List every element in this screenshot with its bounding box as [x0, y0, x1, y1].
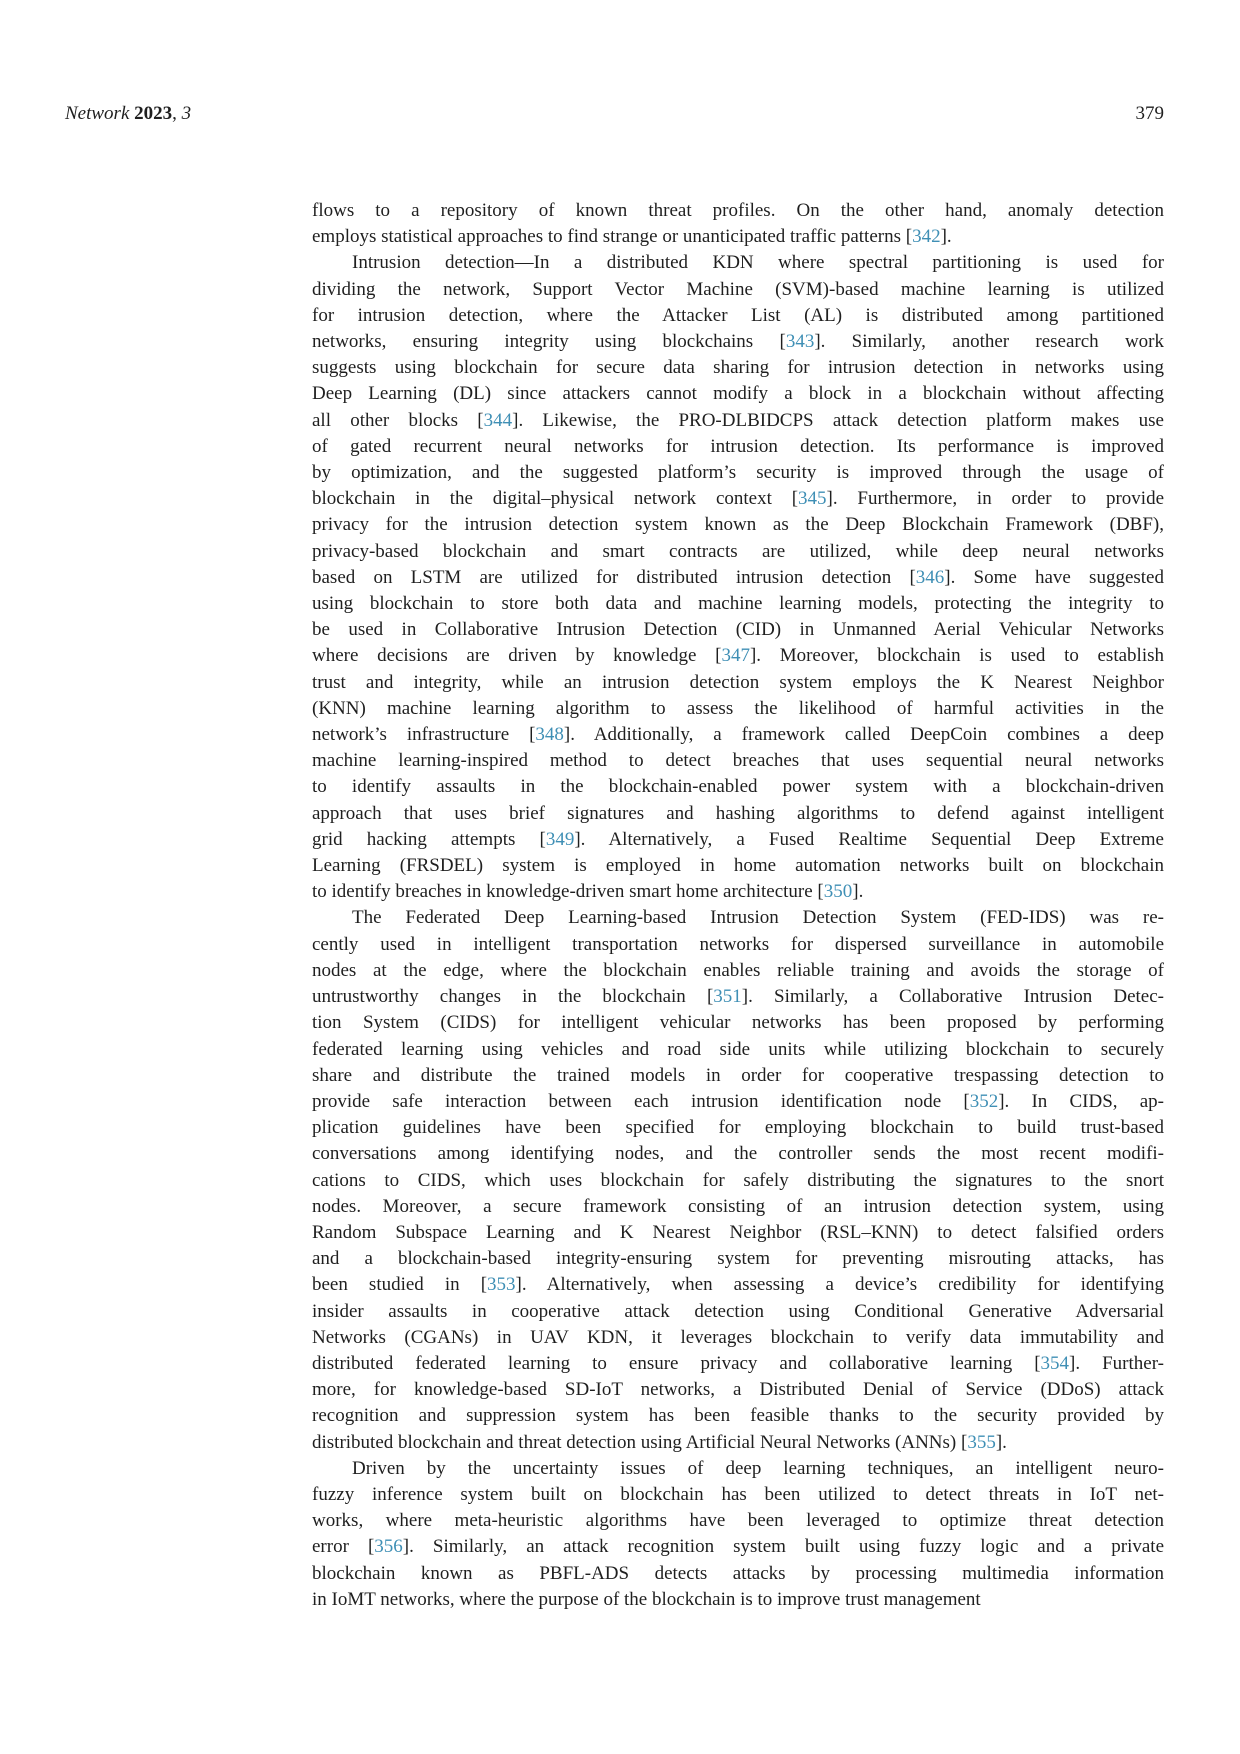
journal-year: 2023	[134, 103, 173, 124]
citation-link[interactable]: 348	[535, 724, 564, 746]
text-line: conversations among identifying nodes, and the controller sends the most recent modifi-	[312, 1143, 1164, 1165]
running-header	[65, 103, 1164, 125]
paragraph	[312, 198, 1164, 250]
text-line: distributed federated learning to ensure privacy and collaborative learning [354]. Further-	[312, 1352, 1164, 1374]
text-line: distributed blockchain and threat detection using Artificial Neural Networks (ANNs) [355].	[312, 1431, 1007, 1453]
journal-separator: ,	[172, 103, 182, 124]
citation-link[interactable]: 355	[967, 1431, 996, 1453]
text-line: cations to CIDS, which uses blockchain for safely distributing the signatures to the snort	[312, 1169, 1164, 1191]
text-line: more, for knowledge-based SD-IoT networks, a Distributed Denial of Service (DDoS) attack	[312, 1379, 1164, 1401]
text-line: and a blockchain-based integrity-ensuring system for preventing misrouting attacks, has	[312, 1248, 1164, 1270]
text-line: Driven by the uncertainty issues of deep learning techniques, an intelligent neuro-	[352, 1457, 1164, 1479]
citation-link[interactable]: 344	[483, 409, 513, 431]
text-line: Learning (FRSDEL) system is employed in home automation networks built on blockchain	[312, 855, 1164, 877]
journal-citation	[65, 103, 191, 125]
citation-link[interactable]: 351	[713, 986, 742, 1008]
citation-link[interactable]: 347	[721, 645, 750, 667]
text-line: works, where meta-heuristic algorithms have been leveraged to optimize threat detection	[312, 1510, 1164, 1532]
text-line: federated learning using vehicles and road side units while utilizing blockchain to securely	[312, 1038, 1164, 1060]
text-line: all other blocks [344]. Likewise, the PRO-DLBIDCPS attack detection platform makes use	[312, 409, 1164, 431]
text-line: by optimization, and the suggested platform’s security is improved through the usage of	[312, 462, 1164, 484]
text-line: network’s infrastructure [348]. Additionally, a framework called DeepCoin combines a deep	[312, 724, 1164, 746]
text-line: Intrusion detection—In a distributed KDN where spectral partitioning is used for	[352, 252, 1164, 274]
text-line: employs statistical approaches to find strange or unanticipated traffic patterns [342].	[312, 226, 952, 248]
text-line: be used in Collaborative Intrusion Detection (CID) in Unmanned Aerial Vehicular Networks	[312, 619, 1164, 641]
paragraph	[312, 1456, 1164, 1613]
text-line: tion System (CIDS) for intelligent vehicular networks has been proposed by performing	[312, 1012, 1164, 1034]
text-line: share and distribute the trained models in order for cooperative trespassing detection to	[312, 1064, 1164, 1086]
citation-link[interactable]: 353	[487, 1274, 516, 1296]
text-line: (KNN) machine learning algorithm to assess the likelihood of harmful activities in the	[312, 697, 1164, 719]
text-line: Networks (CGANs) in UAV KDN, it leverages blockchain to verify data immutability and	[312, 1326, 1164, 1348]
journal-volume: 3	[181, 103, 192, 124]
text-line: suggests using blockchain for secure data sharing for intrusion detection in networks using	[312, 357, 1164, 379]
text-line: been studied in [353]. Alternatively, when assessing a device’s credibility for identifying	[312, 1274, 1164, 1296]
text-line: based on LSTM are utilized for distributed intrusion detection [346]. Some have suggested	[312, 566, 1164, 588]
text-line: plication guidelines have been specified for employing blockchain to build trust-based	[312, 1117, 1164, 1139]
citation-link[interactable]: 345	[798, 488, 827, 510]
paragraph	[312, 905, 1164, 1455]
text-line: to identify assaults in the blockchain-enabled power system with a blockchain-driven	[312, 776, 1164, 798]
text-line: machine learning-inspired method to detect breaches that uses sequential neural networks	[312, 750, 1164, 772]
text-line: for intrusion detection, where the Attacker List (AL) is distributed among partitioned	[312, 304, 1164, 326]
journal-name: Network	[65, 103, 130, 124]
text-line: grid hacking attempts [349]. Alternatively, a Fused Realtime Sequential Deep Extreme	[312, 828, 1164, 850]
text-line: to identify breaches in knowledge-driven smart home architecture [350].	[312, 881, 864, 903]
text-line: provide safe interaction between each intrusion identification node [352]. In CIDS, ap-	[312, 1090, 1164, 1112]
citation-link[interactable]: 343	[785, 331, 815, 353]
text-line: trust and integrity, while an intrusion detection system employs the K Nearest Neighbor	[312, 671, 1164, 693]
text-line: where decisions are driven by knowledge [347]. Moreover, blockchain is used to establish	[312, 645, 1164, 667]
text-line: blockchain in the digital–physical network context [345]. Furthermore, in order to provide	[312, 488, 1165, 510]
citation-link[interactable]: 342	[912, 226, 941, 248]
text-line: Deep Learning (DL) since attackers cannot modify a block in a blockchain without affecting	[312, 383, 1164, 405]
text-line: networks, ensuring integrity using blockchains [343]. Similarly, another research work	[312, 331, 1164, 353]
text-line: privacy for the intrusion detection system known as the Deep Blockchain Framework (DBF),	[312, 514, 1164, 536]
text-line: nodes at the edge, where the blockchain enables reliable training and avoids the storage of	[312, 959, 1164, 981]
citation-link[interactable]: 352	[969, 1090, 999, 1112]
text-line: error [356]. Similarly, an attack recognition system built using fuzzy logic and a private	[312, 1536, 1164, 1558]
text-line: using blockchain to store both data and machine learning models, protecting the integrity to	[312, 593, 1164, 615]
page-body	[312, 198, 1164, 1613]
text-line: dividing the network, Support Vector Machine (SVM)-based machine learning is utilized	[312, 278, 1164, 300]
text-line: The Federated Deep Learning-based Intrusion Detection System (FED-IDS) was re-	[352, 907, 1164, 929]
text-line: in IoMT networks, where the purpose of the blockchain is to improve trust management	[312, 1588, 981, 1610]
page-number: 379	[1135, 103, 1164, 124]
text-line: insider assaults in cooperative attack detection using Conditional Generative Adversarial	[312, 1300, 1164, 1322]
citation-link[interactable]: 356	[374, 1536, 403, 1558]
text-line: flows to a repository of known threat profiles. On the other hand, anomaly detection	[312, 200, 1164, 221]
text-line: untrustworthy changes in the blockchain [351]. Similarly, a Collaborative Intrusion Detec-	[312, 986, 1164, 1008]
text-line: privacy-based blockchain and smart contracts are utilized, while deep neural networks	[312, 540, 1164, 562]
text-line: of gated recurrent neural networks for intrusion detection. Its performance is improved	[312, 435, 1164, 457]
citation-link[interactable]: 354	[1040, 1352, 1070, 1374]
citation-link[interactable]: 350	[823, 881, 853, 903]
text-line: recognition and suppression system has been feasible thanks to the security provided by	[312, 1405, 1164, 1427]
paragraph	[312, 250, 1164, 905]
text-line: blockchain known as PBFL-ADS detects attacks by processing multimedia information	[312, 1562, 1164, 1584]
text-line: cently used in intelligent transportation networks for dispersed surveillance in automobile	[312, 933, 1164, 955]
citation-link[interactable]: 346	[915, 566, 945, 588]
text-line: nodes. Moreover, a secure framework consisting of an intrusion detection system, using	[312, 1195, 1164, 1217]
citation-link[interactable]: 349	[545, 828, 575, 850]
text-line: fuzzy inference system built on blockchain has been utilized to detect threats in IoT net-	[312, 1483, 1164, 1505]
text-line: Random Subspace Learning and K Nearest Neighbor (RSL–KNN) to detect falsified orders	[312, 1221, 1164, 1243]
text-line: approach that uses brief signatures and hashing algorithms to defend against intelligent	[312, 802, 1164, 824]
